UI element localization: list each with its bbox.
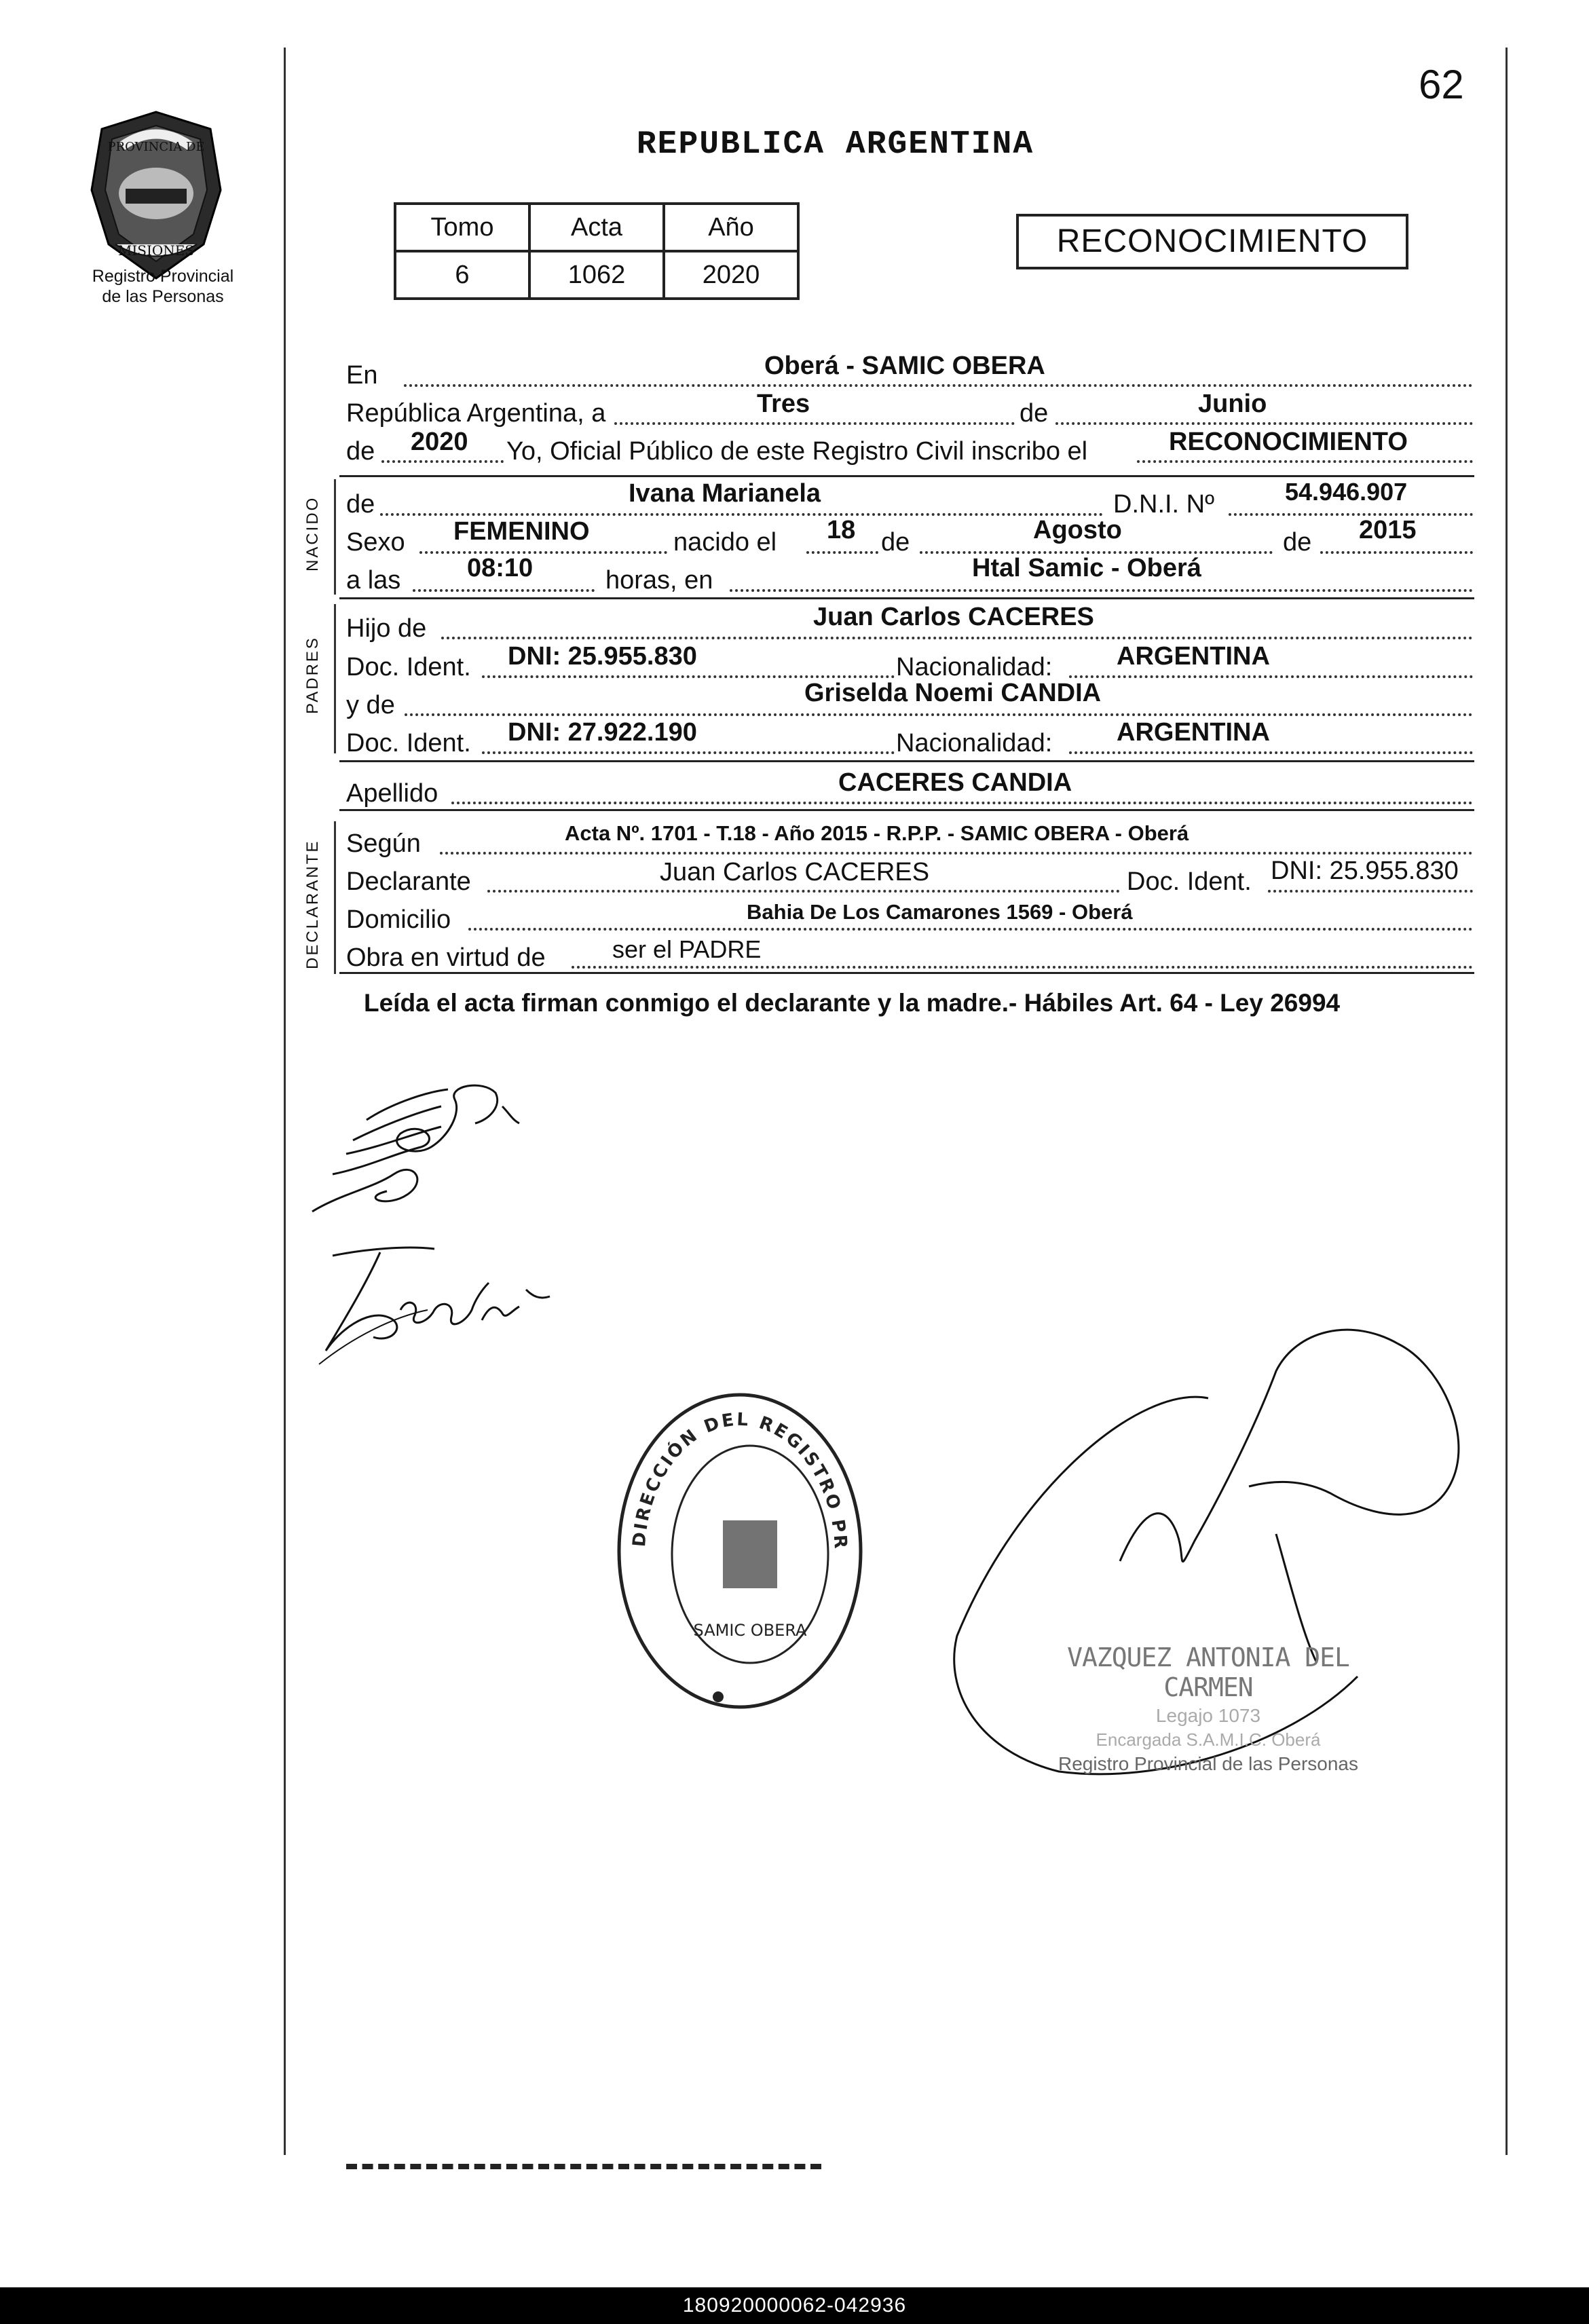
mother-nat-label: Nacionalidad: <box>896 729 1053 757</box>
official-stamp <box>1018 1643 1398 1775</box>
day-value: Tres <box>757 390 810 418</box>
declarante-label: Declarante <box>346 867 471 896</box>
de-label-1: de <box>1020 399 1049 428</box>
en-label: En <box>346 361 378 390</box>
dni-dots <box>1229 513 1473 516</box>
father-doc-value: DNI: 25.955.830 <box>508 642 697 671</box>
declarante-doc-value: DNI: 25.955.830 <box>1271 857 1459 885</box>
segun-label: Según <box>346 829 421 858</box>
divider-4 <box>339 809 1474 811</box>
official-stamp-name: VAZQUEZ ANTONIA DEL CARMEN <box>1067 1643 1349 1702</box>
seal-inner-text: SAMIC OBERA <box>693 1621 807 1640</box>
act-type-box: RECONOCIMIENTO <box>1016 214 1408 269</box>
mother-doc-dots <box>482 751 895 754</box>
place-dots <box>730 589 1473 592</box>
country-title: REPUBLICA ARGENTINA <box>636 126 1034 163</box>
en-value: Oberá - SAMIC OBERA <box>764 352 1045 380</box>
place-value: Htal Samic - Oberá <box>972 554 1201 582</box>
born-day-value: 18 <box>827 516 856 544</box>
registry-caption-line1: Registro Provincial <box>92 267 234 286</box>
segun-value: Acta Nº. 1701 - T.18 - Año 2015 - R.P.P. - SAMIC OBERA - Oberá <box>565 821 1189 845</box>
month-dots <box>1055 422 1473 425</box>
register-value-tomo: 6 <box>395 251 529 299</box>
nacido-bracket <box>334 479 336 595</box>
bottom-dash-strip <box>346 2164 821 2169</box>
year-value: 2020 <box>411 428 468 456</box>
segun-dots <box>440 852 1473 855</box>
born-day-dots <box>806 551 878 554</box>
emblem-text-bottom: MISIONES <box>117 242 195 259</box>
year-dots <box>381 460 504 463</box>
declarante-section-label: DECLARANTE <box>303 839 322 969</box>
mother-nat-value: ARGENTINA <box>1117 718 1270 747</box>
time-dots <box>413 589 595 592</box>
declarante-doc-dots <box>1268 890 1473 893</box>
obra-dots <box>572 966 1473 969</box>
registry-caption-line2: de las Personas <box>102 287 224 306</box>
mother-value: Griselda Noemi CANDIA <box>804 679 1102 707</box>
declarante-doc-label: Doc. Ident. <box>1127 867 1252 896</box>
register-value-ano: 2020 <box>664 251 798 299</box>
father-nat-label: Nacionalidad: <box>896 653 1053 681</box>
nacido-section-label: NACIDO <box>303 495 322 571</box>
father-doc-dots <box>482 675 895 678</box>
seal-ring-text: DIRECCIÓN DEL REGISTRO PROVINCIAL DE LAS PERSONAS <box>588 1369 851 1552</box>
domicilio-dots <box>468 928 1473 931</box>
closing-note: Leída el acta firman conmigo el declarante y la madre.- Hábiles Art. 64 - Ley 26994 <box>364 989 1341 1017</box>
declarante-bracket <box>334 821 336 974</box>
domicilio-value: Bahia De Los Camarones 1569 - Oberá <box>747 900 1133 924</box>
nacido-el-label: nacido el <box>673 528 777 557</box>
obra-label: Obra en virtud de <box>346 943 546 972</box>
republica-dots <box>614 422 1015 425</box>
month-value: Junio <box>1198 390 1267 418</box>
right-margin-line <box>1506 48 1508 2155</box>
divider-2 <box>339 597 1474 599</box>
inscribe-value: RECONOCIMIENTO <box>1169 428 1408 456</box>
nacido-name-dots <box>380 513 1103 516</box>
de-label-2: de <box>346 437 375 466</box>
apellido-value: CACERES CANDIA <box>838 768 1072 797</box>
register-value-acta: 1062 <box>529 251 664 299</box>
padres-section-label: PADRES <box>303 636 322 714</box>
mother-doc-label: Doc. Ident. <box>346 729 471 757</box>
obra-value: ser el PADRE <box>612 935 762 963</box>
father-nat-value: ARGENTINA <box>1117 642 1270 671</box>
y-de-label: y de <box>346 691 395 719</box>
register-header-acta: Acta <box>529 204 664 251</box>
time-value: 08:10 <box>467 554 534 582</box>
apellido-dots <box>451 802 1473 804</box>
register-table <box>394 202 800 300</box>
official-text: Yo, Oficial Público de este Registro Civil inscribo el <box>506 437 1088 466</box>
republica-label: República Argentina, a <box>346 399 606 428</box>
registry-seal <box>588 1369 882 1738</box>
mother-doc-value: DNI: 27.922.190 <box>508 718 697 747</box>
footer-code: 180920000062-042936 <box>0 2287 1589 2324</box>
father-value: Juan Carlos CACERES <box>813 603 1094 631</box>
dni-value: 54.946.907 <box>1285 478 1408 506</box>
a-las-label: a las <box>346 566 401 595</box>
nacido-de-label-3: de <box>1283 528 1312 557</box>
nacido-de-label: de <box>346 490 375 519</box>
mother-signature <box>292 1235 577 1371</box>
official-stamp-legajo: Legajo 1073 <box>1155 1705 1261 1726</box>
mother-nat-dots <box>1069 751 1473 754</box>
horas-en-label: horas, en <box>605 566 713 595</box>
register-header-ano: Año <box>664 204 798 251</box>
declarant-signature <box>285 1066 543 1229</box>
declarante-value: Juan Carlos CACERES <box>660 858 930 886</box>
born-year-value: 2015 <box>1359 516 1417 544</box>
born-month-value: Agosto <box>1033 516 1122 544</box>
sexo-value: FEMENINO <box>453 517 590 546</box>
official-stamp-role: Encargada S.A.M.I.C. Oberá <box>1096 1729 1321 1750</box>
born-year-dots <box>1320 551 1473 554</box>
father-dots <box>441 637 1473 639</box>
father-nat-dots <box>1069 675 1473 678</box>
hijo-de-label: Hijo de <box>346 614 427 643</box>
padres-bracket <box>334 604 336 753</box>
divider-1 <box>339 475 1474 477</box>
registry-caption <box>61 266 265 307</box>
domicilio-label: Domicilio <box>346 905 451 934</box>
father-doc-label: Doc. Ident. <box>346 653 471 681</box>
divider-3 <box>339 760 1474 762</box>
official-stamp-office: Registro Provincial de las Personas <box>1058 1753 1358 1774</box>
en-dots <box>404 384 1473 387</box>
mother-dots <box>405 713 1473 716</box>
page-number: 62 <box>1419 62 1464 107</box>
declarante-dots <box>487 890 1120 893</box>
divider-5 <box>339 972 1474 974</box>
inscribe-dots <box>1137 460 1473 463</box>
nacido-de-label-2: de <box>881 528 910 557</box>
sexo-dots <box>419 551 667 554</box>
emblem-text-top: PROVINCIA DE <box>107 140 205 154</box>
register-header-tomo: Tomo <box>395 204 529 251</box>
apellido-label: Apellido <box>346 779 438 808</box>
nacido-name-value: Ivana Marianela <box>629 479 821 508</box>
dni-label: D.N.I. Nº <box>1113 490 1214 519</box>
sexo-label: Sexo <box>346 528 405 557</box>
